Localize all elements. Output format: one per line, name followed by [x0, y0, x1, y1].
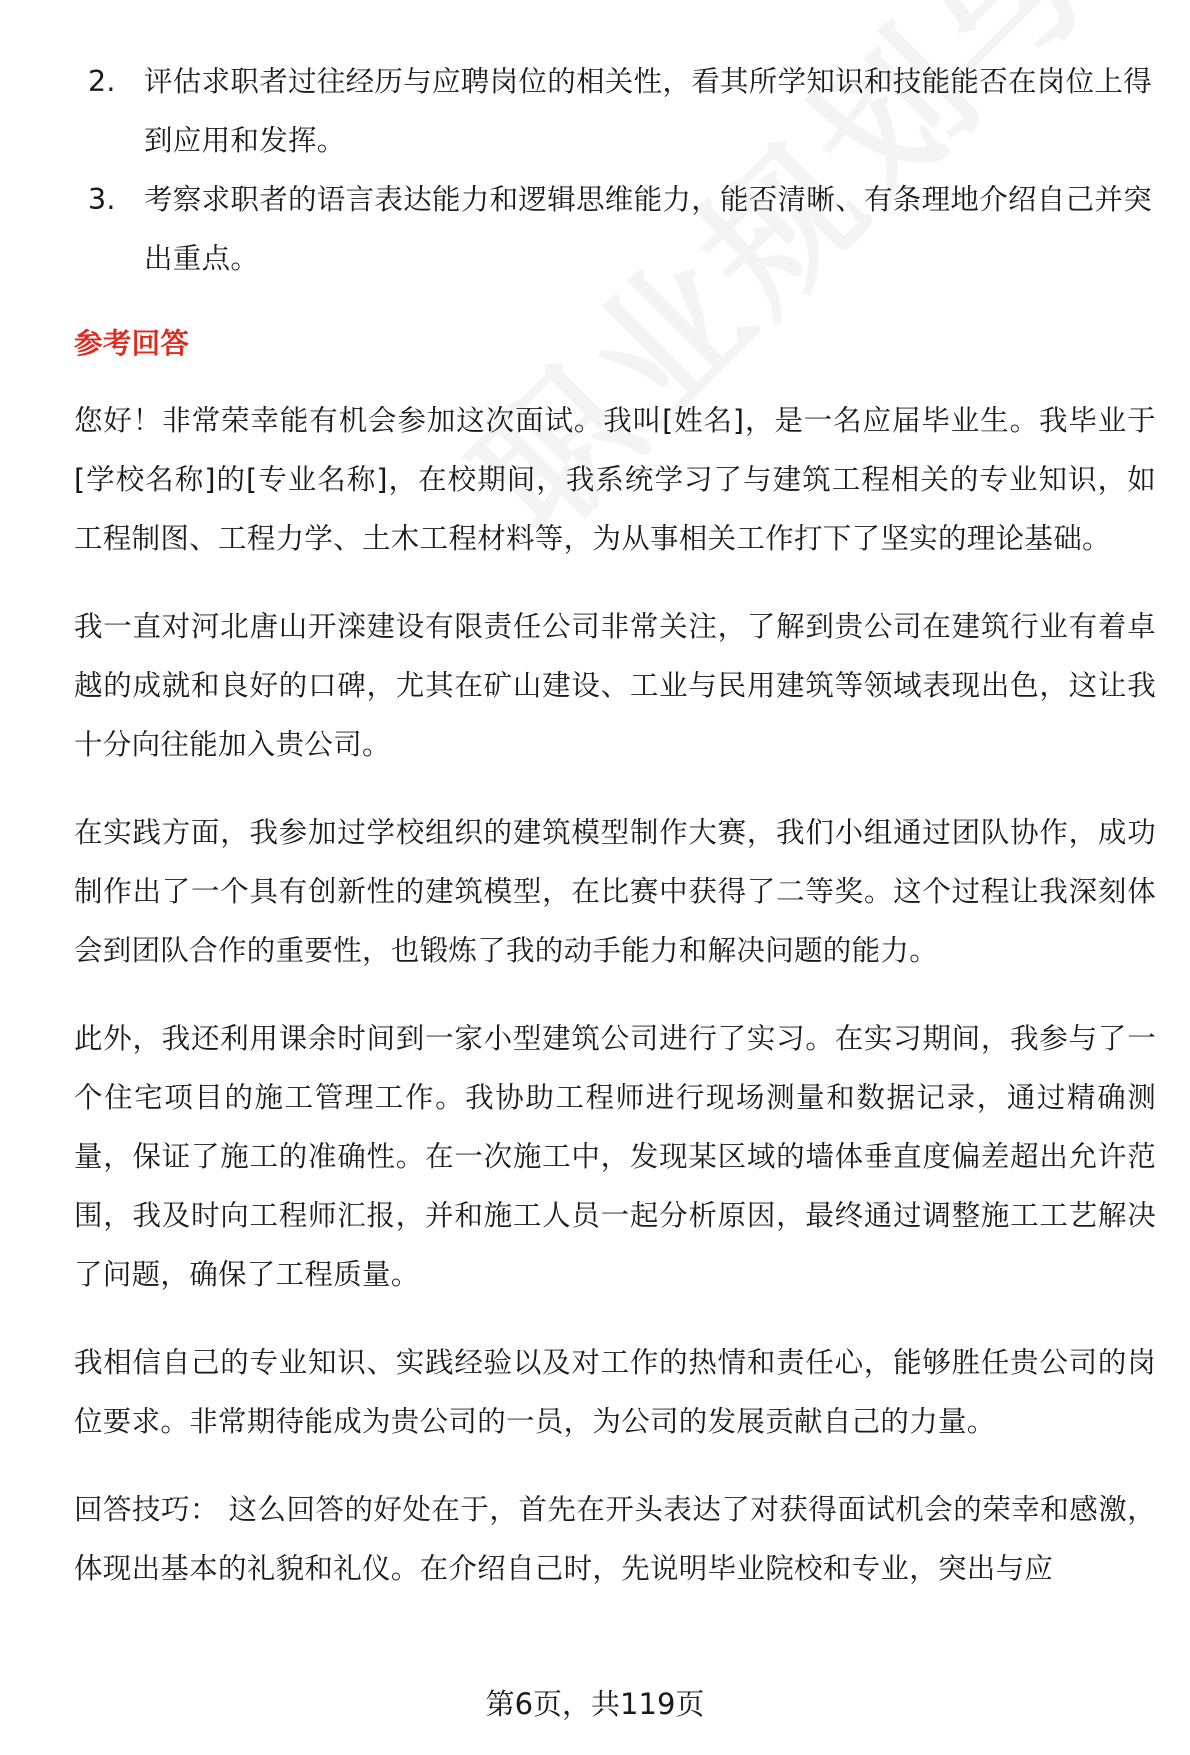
list-item — [88, 170, 1156, 288]
paragraph-practice: 在实践方面，我参加过学校组织的建筑模型制作大赛，我们小组通过团队协作，成功制作出了一个具有创新性的建筑模型，在比赛中获得了二等奖。这个过程让我深刻体会到团队合作的重要性，也锻炼了我的动手能力和解决问题的能力。 — [74, 816, 1156, 967]
list-item-text: 评估求职者过往经历与应聘岗位的相关性，看其所学知识和技能能否在岗位上得到应用和发挥。 — [144, 65, 1153, 157]
list-item-text: 考察求职者的语言表达能力和逻辑思维能力，能否清晰、有条理地介绍自己并突出重点。 — [144, 183, 1153, 275]
paragraph-company: 我一直对河北唐山开滦建设有限责任公司非常关注，了解到贵公司在建筑行业有着卓越的成就和良好的口碑，尤其在矿山建设、工业与民用建筑等领域表现出色，这让我十分向往能加入贵公司。 — [74, 610, 1156, 761]
page-number: 第6页，共119页 — [485, 1687, 705, 1721]
list-item — [88, 52, 1156, 170]
paragraph-intro: 您好！非常荣幸能有机会参加这次面试。我叫[姓名]，是一名应届毕业生。我毕业于[学校名称]的[专业名称]，在校期间，我系统学习了与建筑工程相关的专业知识，如工程制图、工程力学、土木工程材料等，为从事相关工作打下了坚实的理论基础。 — [74, 404, 1156, 555]
paragraph-closing: 我相信自己的专业知识、实践经验以及对工作的热情和责任心，能够胜任贵公司的岗位要求。非常期待能成为贵公司的一员，为公司的发展贡献自己的力量。 — [74, 1346, 1156, 1438]
answer-tips: 回答技巧： 这么回答的好处在于，首先在开头表达了对获得面试机会的荣幸和感激，体现出基本的礼貌和礼仪。在介绍自己时，先说明毕业院校和专业，突出与应 — [74, 1493, 1156, 1585]
document-body — [74, 52, 1156, 1598]
list-item-number: 2. — [88, 65, 116, 98]
list-item-number: 3. — [88, 183, 116, 216]
paragraph-internship: 此外，我还利用课余时间到一家小型建筑公司进行了实习。在实习期间，我参与了一个住宅项目的施工管理工作。我协助工程师进行现场测量和数据记录，通过精确测量，保证了施工的准确性。在一次施工中，发现某区域的墙体垂直度偏差超出允许范围，我及时向工程师汇报，并和施工人员一起分析原因，最终通过调整施工工艺解决了问题，确保了工程质量。 — [74, 1022, 1156, 1291]
section-heading: 参考回答 — [74, 327, 190, 360]
